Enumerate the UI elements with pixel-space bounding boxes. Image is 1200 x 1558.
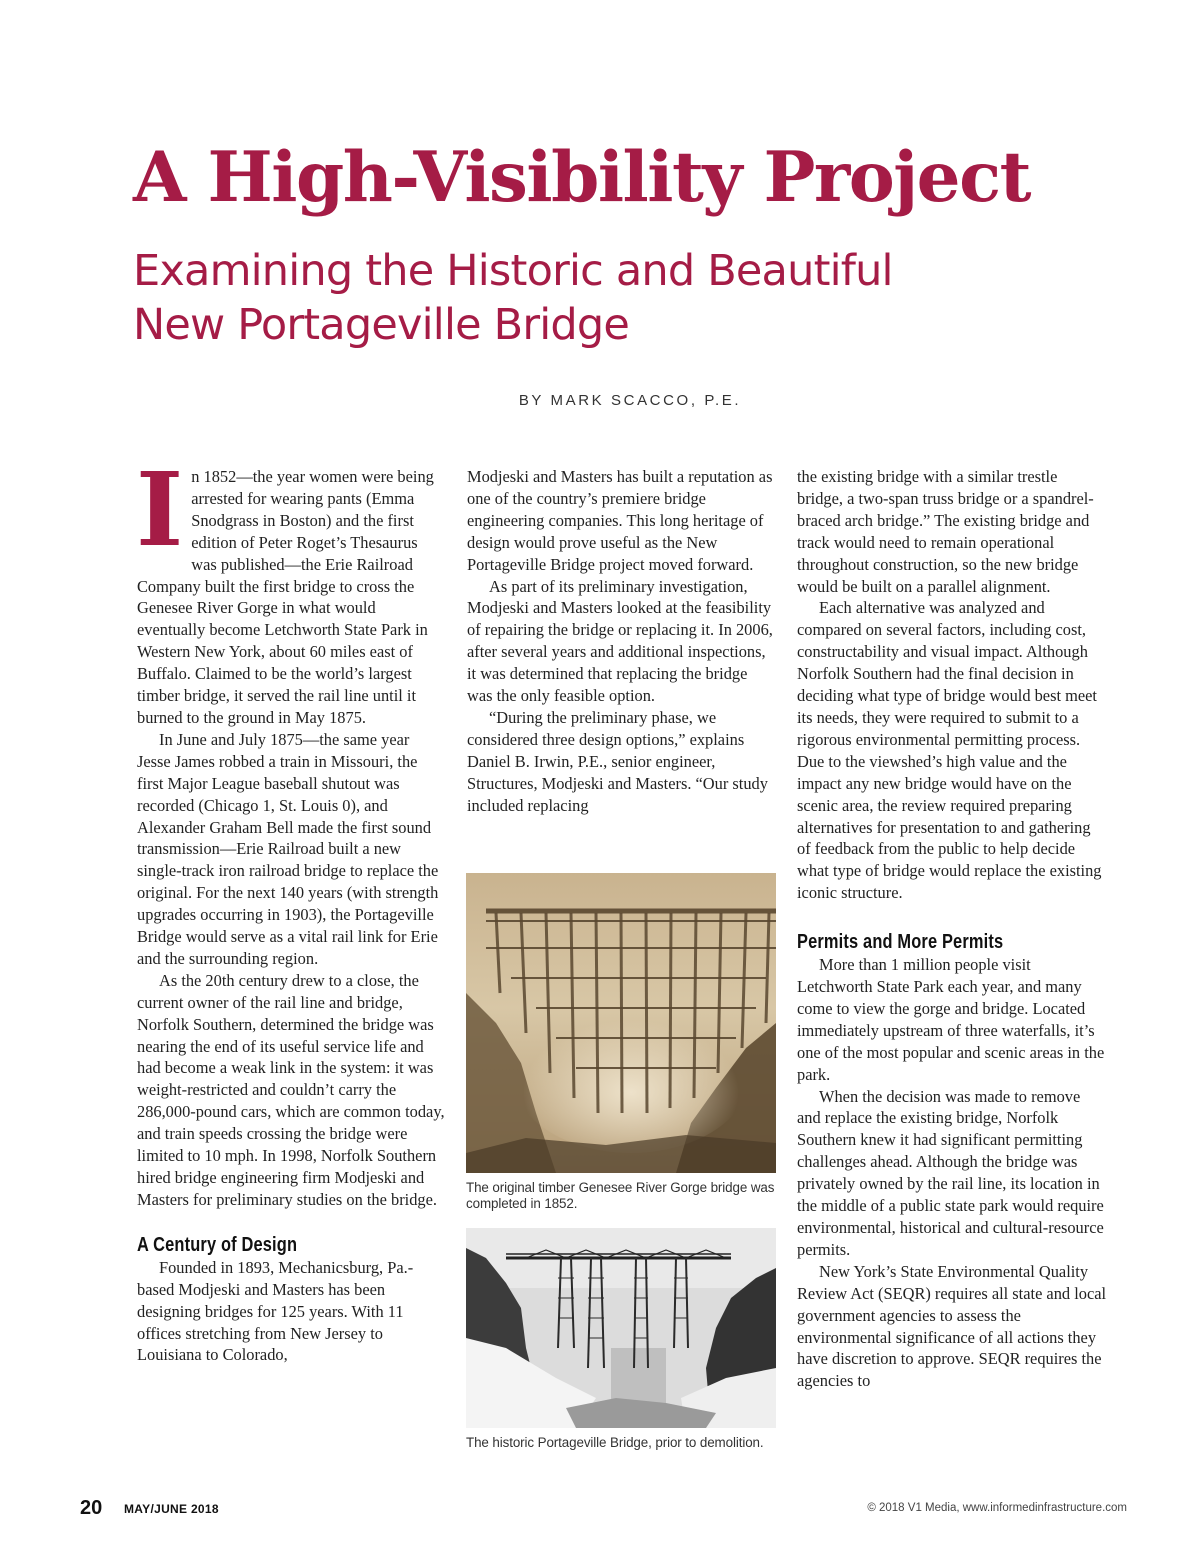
subtitle-line-2: New Portageville Bridge <box>133 300 629 350</box>
caption-timber-bridge: The original timber Genesee River Gorge bridge was completed in 1852. <box>466 1180 775 1211</box>
paragraph-4: Founded in 1893, Mechanicsburg, Pa.-based Modjeski and Masters has been designing bridges for 125 years. With 11 offices stretching from New Jersey to Louisiana to Colorado, <box>137 1257 414 1365</box>
figure-timber-bridge <box>466 873 776 1212</box>
paragraph-2: In June and July 1875—the same year Jesse James robbed a train in Missouri, the first Major League baseball shutout was recorded (Chicago 1, St. Louis 0), and Alexander Graham Bell made the first sound transmission—Erie Railroad built a new single-track iron railroad bridge to replace the original. For the next 140 years (with strength upgrades occurring in 1903), the Portageville Bridge would serve as a vital rail link for Erie and the surrounding region. <box>137 729 439 968</box>
page-number: 20 <box>80 1497 103 1519</box>
paragraph-5: Modjeski and Masters has built a reputation as one of the country’s premiere bridge engineering companies. This long heritage of design would prove useful as the New Portageville Bridge project moved forward. <box>467 467 773 574</box>
photo-timber-bridge <box>466 873 776 1173</box>
paragraph-9: Each alternative was analyzed and compared on several factors, including cost, constructability and visual impact. Although Norfolk Southern had the final decision in deciding what type of bridge would best meet its needs, they were required to submit to a rigorous environmental permitting process. Due to the viewshed’s high value and the impact any new bridge would have on the scenic area, the review required preparing alternatives for presentation to and gathering of feedback from the public to help decide what type of bridge would replace the existing iconic structure. <box>797 598 1102 903</box>
paragraph-6: As part of its preliminary investigation, Modjeski and Masters looked at the feasibility of repairing the bridge or replacing it. In 2006, after several years and additional inspections, it was determined that replacing the bridge was the only feasible option. <box>467 576 773 706</box>
subtitle-line-1: Examining the Historic and Beautiful <box>133 246 893 296</box>
drop-cap: I <box>136 450 184 569</box>
paragraph-12: New York’s State Environmental Quality Review Act (SEQR) requires all state and local government agencies to assess the environmental significance of all actions they have discretion to approve. SEQR requires the agencies to <box>797 1261 1107 1391</box>
section-heading-century: A Century of Design <box>137 1233 298 1256</box>
paragraph-1: In 1852—the year women were being arrested for wearing pants (Emma Snodgrass in Boston) and the first edition of Peter Roget’s Thesaurus was published—the Erie Railroad Company built the first bridge to cross the Genesee River Gorge in what would eventually become Letchworth State Park in Western New York, about 60 miles east of Buffalo. Claimed to be the world’s largest timber bridge, it served the rail line until it burned to the ground in May 1875. <box>136 450 434 727</box>
issue-date: MAY/JUNE 2018 <box>124 1502 219 1516</box>
paragraph-11: When the decision was made to remove and replace the existing bridge, Norfolk Southern knew it had significant permitting challenges ahead. Although the bridge was privately owned by the rail line, its location in the middle of a public state park would require environmental, historical and cultural-resource permits. <box>797 1086 1104 1259</box>
column-3 <box>797 466 1107 1392</box>
byline: BY MARK SCACCO, P.E. <box>518 392 742 409</box>
paragraph-7: “During the preliminary phase, we considered three design options,” explains Daniel B. Irwin, P.E., senior engineer, Structures, Modjeski and Masters. “Our study included replacing <box>467 707 768 815</box>
figure-portageville-bridge <box>466 1228 776 1451</box>
paragraph-3: As the 20th century drew to a close, the current owner of the rail line and bridge, Norfolk Southern, determined the bridge was nearing the end of its useful service life and had become a weak link in the system: it was weight-restricted and couldn’t carry the 286,000-pound cars, which are common today, and train speeds crossing the bridge were limited to 10 mph. In 1998, Norfolk Southern hired bridge engineering firm Modjeski and Masters for preliminary studies on the bridge. <box>137 970 445 1209</box>
section-heading-permits: Permits and More Permits <box>797 931 1004 954</box>
article-title: A High-Visibility Project <box>133 137 1030 218</box>
column-1 <box>136 450 445 1366</box>
photo-portageville-bridge <box>466 1228 776 1428</box>
copyright-notice: © 2018 V1 Media, www.informedinfrastructure.com <box>867 1502 1127 1514</box>
paragraph-10: More than 1 million people visit Letchworth State Park each year, and many come to view the gorge and bridge. Located immediately upstream of three waterfalls, it’s one of the most popular and scenic areas in the park. <box>797 955 1105 1084</box>
caption-portageville-bridge: The historic Portageville Bridge, prior to demolition. <box>466 1435 764 1450</box>
paragraph-8: the existing bridge with a similar trestle bridge, a two-span truss bridge or a spandrel-braced arch bridge.” The existing bridge and track would need to remain operational throughout construction, so the new bridge would be built on a parallel alignment. <box>797 467 1094 596</box>
article-subtitle <box>133 244 1153 352</box>
column-2 <box>467 466 775 817</box>
